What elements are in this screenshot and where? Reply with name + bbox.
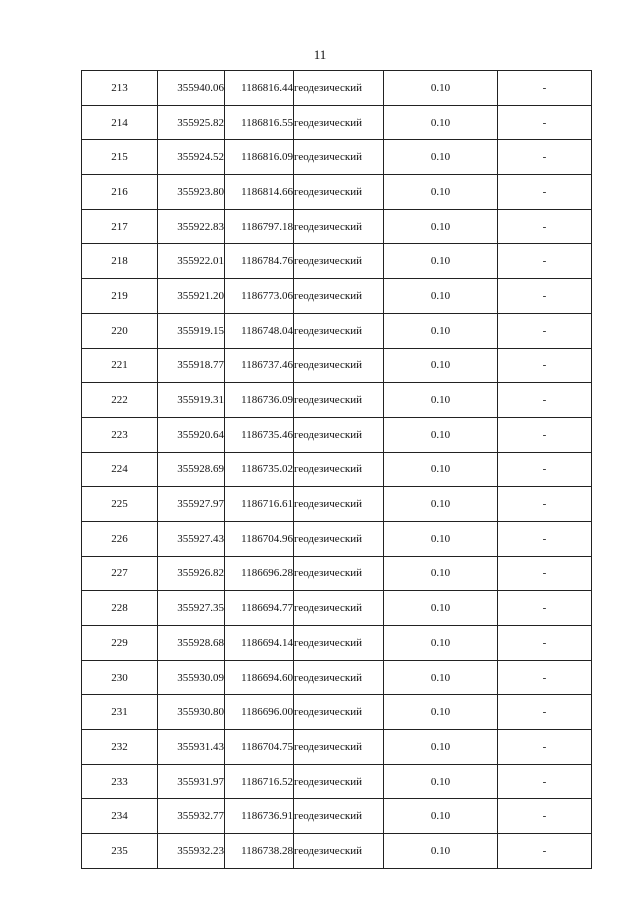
y-coordinate-cell: 1186736.91 xyxy=(225,799,294,834)
point-number-cell: 234 xyxy=(82,799,158,834)
error-cell: 0.10 xyxy=(384,556,498,591)
point-number-cell: 233 xyxy=(82,764,158,799)
error-cell: 0.10 xyxy=(384,764,498,799)
method-cell: геодезический xyxy=(294,487,384,522)
x-coordinate-cell: 355921.20 xyxy=(158,279,225,314)
y-coordinate-cell: 1186716.61 xyxy=(225,487,294,522)
point-number-cell: 214 xyxy=(82,105,158,140)
x-coordinate-cell: 355924.52 xyxy=(158,140,225,175)
x-coordinate-cell: 355931.97 xyxy=(158,764,225,799)
x-coordinate-cell: 355932.23 xyxy=(158,834,225,869)
table-row xyxy=(82,764,592,799)
table-body xyxy=(82,71,592,869)
description-cell: - xyxy=(498,140,592,175)
x-coordinate-cell: 355930.80 xyxy=(158,695,225,730)
description-cell: - xyxy=(498,521,592,556)
table-row xyxy=(82,175,592,210)
point-number-cell: 221 xyxy=(82,348,158,383)
table-row xyxy=(82,279,592,314)
description-cell: - xyxy=(498,556,592,591)
error-cell: 0.10 xyxy=(384,452,498,487)
method-cell: геодезический xyxy=(294,348,384,383)
table-row xyxy=(82,383,592,418)
description-cell: - xyxy=(498,71,592,106)
y-coordinate-cell: 1186735.02 xyxy=(225,452,294,487)
description-cell: - xyxy=(498,695,592,730)
point-number-cell: 223 xyxy=(82,417,158,452)
table-row xyxy=(82,556,592,591)
y-coordinate-cell: 1186816.44 xyxy=(225,71,294,106)
error-cell: 0.10 xyxy=(384,383,498,418)
method-cell: геодезический xyxy=(294,209,384,244)
x-coordinate-cell: 355930.09 xyxy=(158,660,225,695)
error-cell: 0.10 xyxy=(384,209,498,244)
method-cell: геодезический xyxy=(294,556,384,591)
method-cell: геодезический xyxy=(294,105,384,140)
error-cell: 0.10 xyxy=(384,71,498,106)
method-cell: геодезический xyxy=(294,140,384,175)
y-coordinate-cell: 1186696.28 xyxy=(225,556,294,591)
y-coordinate-cell: 1186736.09 xyxy=(225,383,294,418)
x-coordinate-cell: 355919.15 xyxy=(158,313,225,348)
table-row xyxy=(82,487,592,522)
method-cell: геодезический xyxy=(294,244,384,279)
description-cell: - xyxy=(498,417,592,452)
method-cell: геодезический xyxy=(294,313,384,348)
y-coordinate-cell: 1186737.46 xyxy=(225,348,294,383)
point-number-cell: 226 xyxy=(82,521,158,556)
x-coordinate-cell: 355925.82 xyxy=(158,105,225,140)
table-row xyxy=(82,521,592,556)
description-cell: - xyxy=(498,591,592,626)
x-coordinate-cell: 355931.43 xyxy=(158,730,225,765)
error-cell: 0.10 xyxy=(384,313,498,348)
description-cell: - xyxy=(498,834,592,869)
y-coordinate-cell: 1186814.66 xyxy=(225,175,294,210)
method-cell: геодезический xyxy=(294,834,384,869)
y-coordinate-cell: 1186816.55 xyxy=(225,105,294,140)
error-cell: 0.10 xyxy=(384,487,498,522)
error-cell: 0.10 xyxy=(384,348,498,383)
method-cell: геодезический xyxy=(294,175,384,210)
error-cell: 0.10 xyxy=(384,730,498,765)
y-coordinate-cell: 1186816.09 xyxy=(225,140,294,175)
point-number-cell: 228 xyxy=(82,591,158,626)
x-coordinate-cell: 355926.82 xyxy=(158,556,225,591)
coordinates-table xyxy=(81,70,592,869)
y-coordinate-cell: 1186735.46 xyxy=(225,417,294,452)
method-cell: геодезический xyxy=(294,660,384,695)
table-row xyxy=(82,348,592,383)
description-cell: - xyxy=(498,487,592,522)
x-coordinate-cell: 355918.77 xyxy=(158,348,225,383)
y-coordinate-cell: 1186716.52 xyxy=(225,764,294,799)
point-number-cell: 235 xyxy=(82,834,158,869)
page-number: 11 xyxy=(313,47,327,62)
point-number-cell: 220 xyxy=(82,313,158,348)
table-row xyxy=(82,140,592,175)
point-number-cell: 224 xyxy=(82,452,158,487)
table-row xyxy=(82,417,592,452)
table-row xyxy=(82,834,592,869)
method-cell: геодезический xyxy=(294,626,384,661)
point-number-cell: 225 xyxy=(82,487,158,522)
table-row xyxy=(82,799,592,834)
error-cell: 0.10 xyxy=(384,799,498,834)
x-coordinate-cell: 355927.97 xyxy=(158,487,225,522)
description-cell: - xyxy=(498,209,592,244)
error-cell: 0.10 xyxy=(384,626,498,661)
y-coordinate-cell: 1186748.04 xyxy=(225,313,294,348)
method-cell: геодезический xyxy=(294,417,384,452)
point-number-cell: 219 xyxy=(82,279,158,314)
description-cell: - xyxy=(498,313,592,348)
error-cell: 0.10 xyxy=(384,244,498,279)
y-coordinate-cell: 1186694.77 xyxy=(225,591,294,626)
description-cell: - xyxy=(498,244,592,279)
description-cell: - xyxy=(498,730,592,765)
point-number-cell: 229 xyxy=(82,626,158,661)
y-coordinate-cell: 1186773.06 xyxy=(225,279,294,314)
error-cell: 0.10 xyxy=(384,591,498,626)
x-coordinate-cell: 355927.35 xyxy=(158,591,225,626)
error-cell: 0.10 xyxy=(384,660,498,695)
error-cell: 0.10 xyxy=(384,105,498,140)
method-cell: геодезический xyxy=(294,452,384,487)
method-cell: геодезический xyxy=(294,279,384,314)
y-coordinate-cell: 1186694.14 xyxy=(225,626,294,661)
table-row xyxy=(82,660,592,695)
y-coordinate-cell: 1186784.76 xyxy=(225,244,294,279)
point-number-cell: 231 xyxy=(82,695,158,730)
table-row xyxy=(82,626,592,661)
point-number-cell: 215 xyxy=(82,140,158,175)
table-row xyxy=(82,695,592,730)
table-row xyxy=(82,105,592,140)
table-row xyxy=(82,730,592,765)
error-cell: 0.10 xyxy=(384,279,498,314)
method-cell: геодезический xyxy=(294,71,384,106)
description-cell: - xyxy=(498,764,592,799)
point-number-cell: 222 xyxy=(82,383,158,418)
method-cell: геодезический xyxy=(294,695,384,730)
error-cell: 0.10 xyxy=(384,695,498,730)
x-coordinate-cell: 355919.31 xyxy=(158,383,225,418)
table-row xyxy=(82,452,592,487)
description-cell: - xyxy=(498,175,592,210)
description-cell: - xyxy=(498,383,592,418)
description-cell: - xyxy=(498,626,592,661)
y-coordinate-cell: 1186704.75 xyxy=(225,730,294,765)
x-coordinate-cell: 355927.43 xyxy=(158,521,225,556)
point-number-cell: 232 xyxy=(82,730,158,765)
error-cell: 0.10 xyxy=(384,834,498,869)
description-cell: - xyxy=(498,452,592,487)
x-coordinate-cell: 355928.68 xyxy=(158,626,225,661)
error-cell: 0.10 xyxy=(384,521,498,556)
table-row xyxy=(82,209,592,244)
point-number-cell: 218 xyxy=(82,244,158,279)
point-number-cell: 213 xyxy=(82,71,158,106)
description-cell: - xyxy=(498,348,592,383)
error-cell: 0.10 xyxy=(384,140,498,175)
description-cell: - xyxy=(498,660,592,695)
x-coordinate-cell: 355928.69 xyxy=(158,452,225,487)
method-cell: геодезический xyxy=(294,764,384,799)
point-number-cell: 217 xyxy=(82,209,158,244)
error-cell: 0.10 xyxy=(384,175,498,210)
x-coordinate-cell: 355932.77 xyxy=(158,799,225,834)
method-cell: геодезический xyxy=(294,383,384,418)
point-number-cell: 230 xyxy=(82,660,158,695)
x-coordinate-cell: 355923.80 xyxy=(158,175,225,210)
method-cell: геодезический xyxy=(294,591,384,626)
x-coordinate-cell: 355920.64 xyxy=(158,417,225,452)
y-coordinate-cell: 1186704.96 xyxy=(225,521,294,556)
method-cell: геодезический xyxy=(294,521,384,556)
method-cell: геодезический xyxy=(294,730,384,765)
description-cell: - xyxy=(498,105,592,140)
y-coordinate-cell: 1186694.60 xyxy=(225,660,294,695)
y-coordinate-cell: 1186738.28 xyxy=(225,834,294,869)
table-row xyxy=(82,313,592,348)
table-row xyxy=(82,591,592,626)
error-cell: 0.10 xyxy=(384,417,498,452)
x-coordinate-cell: 355940.06 xyxy=(158,71,225,106)
table-row xyxy=(82,71,592,106)
table-row xyxy=(82,244,592,279)
description-cell: - xyxy=(498,799,592,834)
point-number-cell: 216 xyxy=(82,175,158,210)
y-coordinate-cell: 1186696.00 xyxy=(225,695,294,730)
method-cell: геодезический xyxy=(294,799,384,834)
x-coordinate-cell: 355922.01 xyxy=(158,244,225,279)
y-coordinate-cell: 1186797.18 xyxy=(225,209,294,244)
x-coordinate-cell: 355922.83 xyxy=(158,209,225,244)
point-number-cell: 227 xyxy=(82,556,158,591)
description-cell: - xyxy=(498,279,592,314)
